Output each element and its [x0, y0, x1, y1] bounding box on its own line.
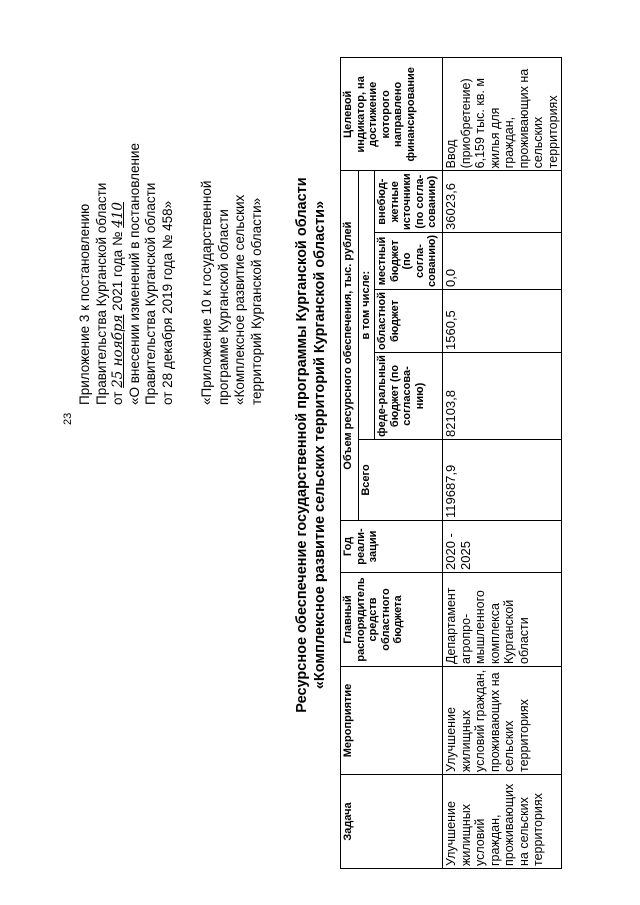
header-indicator: Целевой индикатор, на достижение которого направлено финансирование [341, 58, 443, 171]
cell-task: Улучшение жилищных условий граждан, проживающих на сельских территориях [443, 775, 562, 869]
header-date-line [110, 45, 127, 405]
header-text: 2021 года № [110, 231, 125, 311]
header-line: от 28 декабря 2019 года № 458» [159, 200, 175, 405]
header-years: Год реали-зации [341, 521, 443, 573]
cell-local: 0,0 [443, 232, 562, 289]
header-extra: внебюд-жетные источники (по согла-сованию) [375, 171, 443, 233]
header-including: в том числе: [359, 171, 375, 440]
header-volume: Объем ресурсного обеспечения, тыс. рублей [341, 171, 359, 521]
handwritten-number: 410 [110, 202, 126, 228]
header-federal: феде-ральный бюджет (по согласова-нию) [375, 353, 443, 440]
header-line: территорий Курганской области» [248, 197, 264, 405]
title-line: Ресурсное обеспечение государственной программы Курганской области [294, 177, 310, 713]
resource-table [340, 57, 562, 869]
cell-indicator: Ввод (приобретение) 6,159 тыс. кв. м жилья для граждан, проживающих на сельских территориях [443, 58, 562, 171]
cell-measure: Улучшение жилищных условий граждан, проживающих на сельских территориях [443, 667, 562, 775]
header-measure: Мероприятие [341, 667, 443, 775]
header-line: программе Курганской области [215, 209, 231, 405]
table-row [443, 58, 562, 869]
header-task: Задача [341, 775, 443, 869]
page-number: 23 [62, 412, 74, 425]
appendix-header [77, 45, 265, 405]
header-line: «Комплексное развитие сельских [232, 194, 247, 405]
header-line: Приложение 3 к постановлению [77, 203, 92, 405]
header-local: местный бюджет (по согла-сованию) [375, 232, 443, 289]
header-manager: Главный распорядитель средств областного бюджета [341, 573, 443, 667]
header-total: Всего [359, 440, 443, 521]
handwritten-date: 25 ноября [110, 314, 126, 388]
header-text: от [110, 391, 125, 405]
cell-years: 2020 - 2025 [443, 521, 562, 573]
document-title [293, 35, 329, 855]
header-line: «О внесении изменений в постановление [126, 143, 142, 405]
header-line: Правительства Курганской области [93, 182, 109, 405]
cell-extra: 36023,6 [443, 171, 562, 233]
title-line: «Комплексное развитие сельских территорий Курганской области» [312, 200, 328, 690]
cell-manager: Департамент агропро-мышленного комплекса Курганской области [443, 573, 562, 667]
cell-federal: 82103,8 [443, 353, 562, 440]
cell-regional: 1560,5 [443, 290, 562, 353]
cell-total: 119687,9 [443, 440, 562, 521]
header-regional: областной бюджет [375, 290, 443, 353]
header-line: Правительства Курганской области [143, 182, 158, 405]
header-line: «Приложение 10 к государственной [199, 180, 214, 405]
